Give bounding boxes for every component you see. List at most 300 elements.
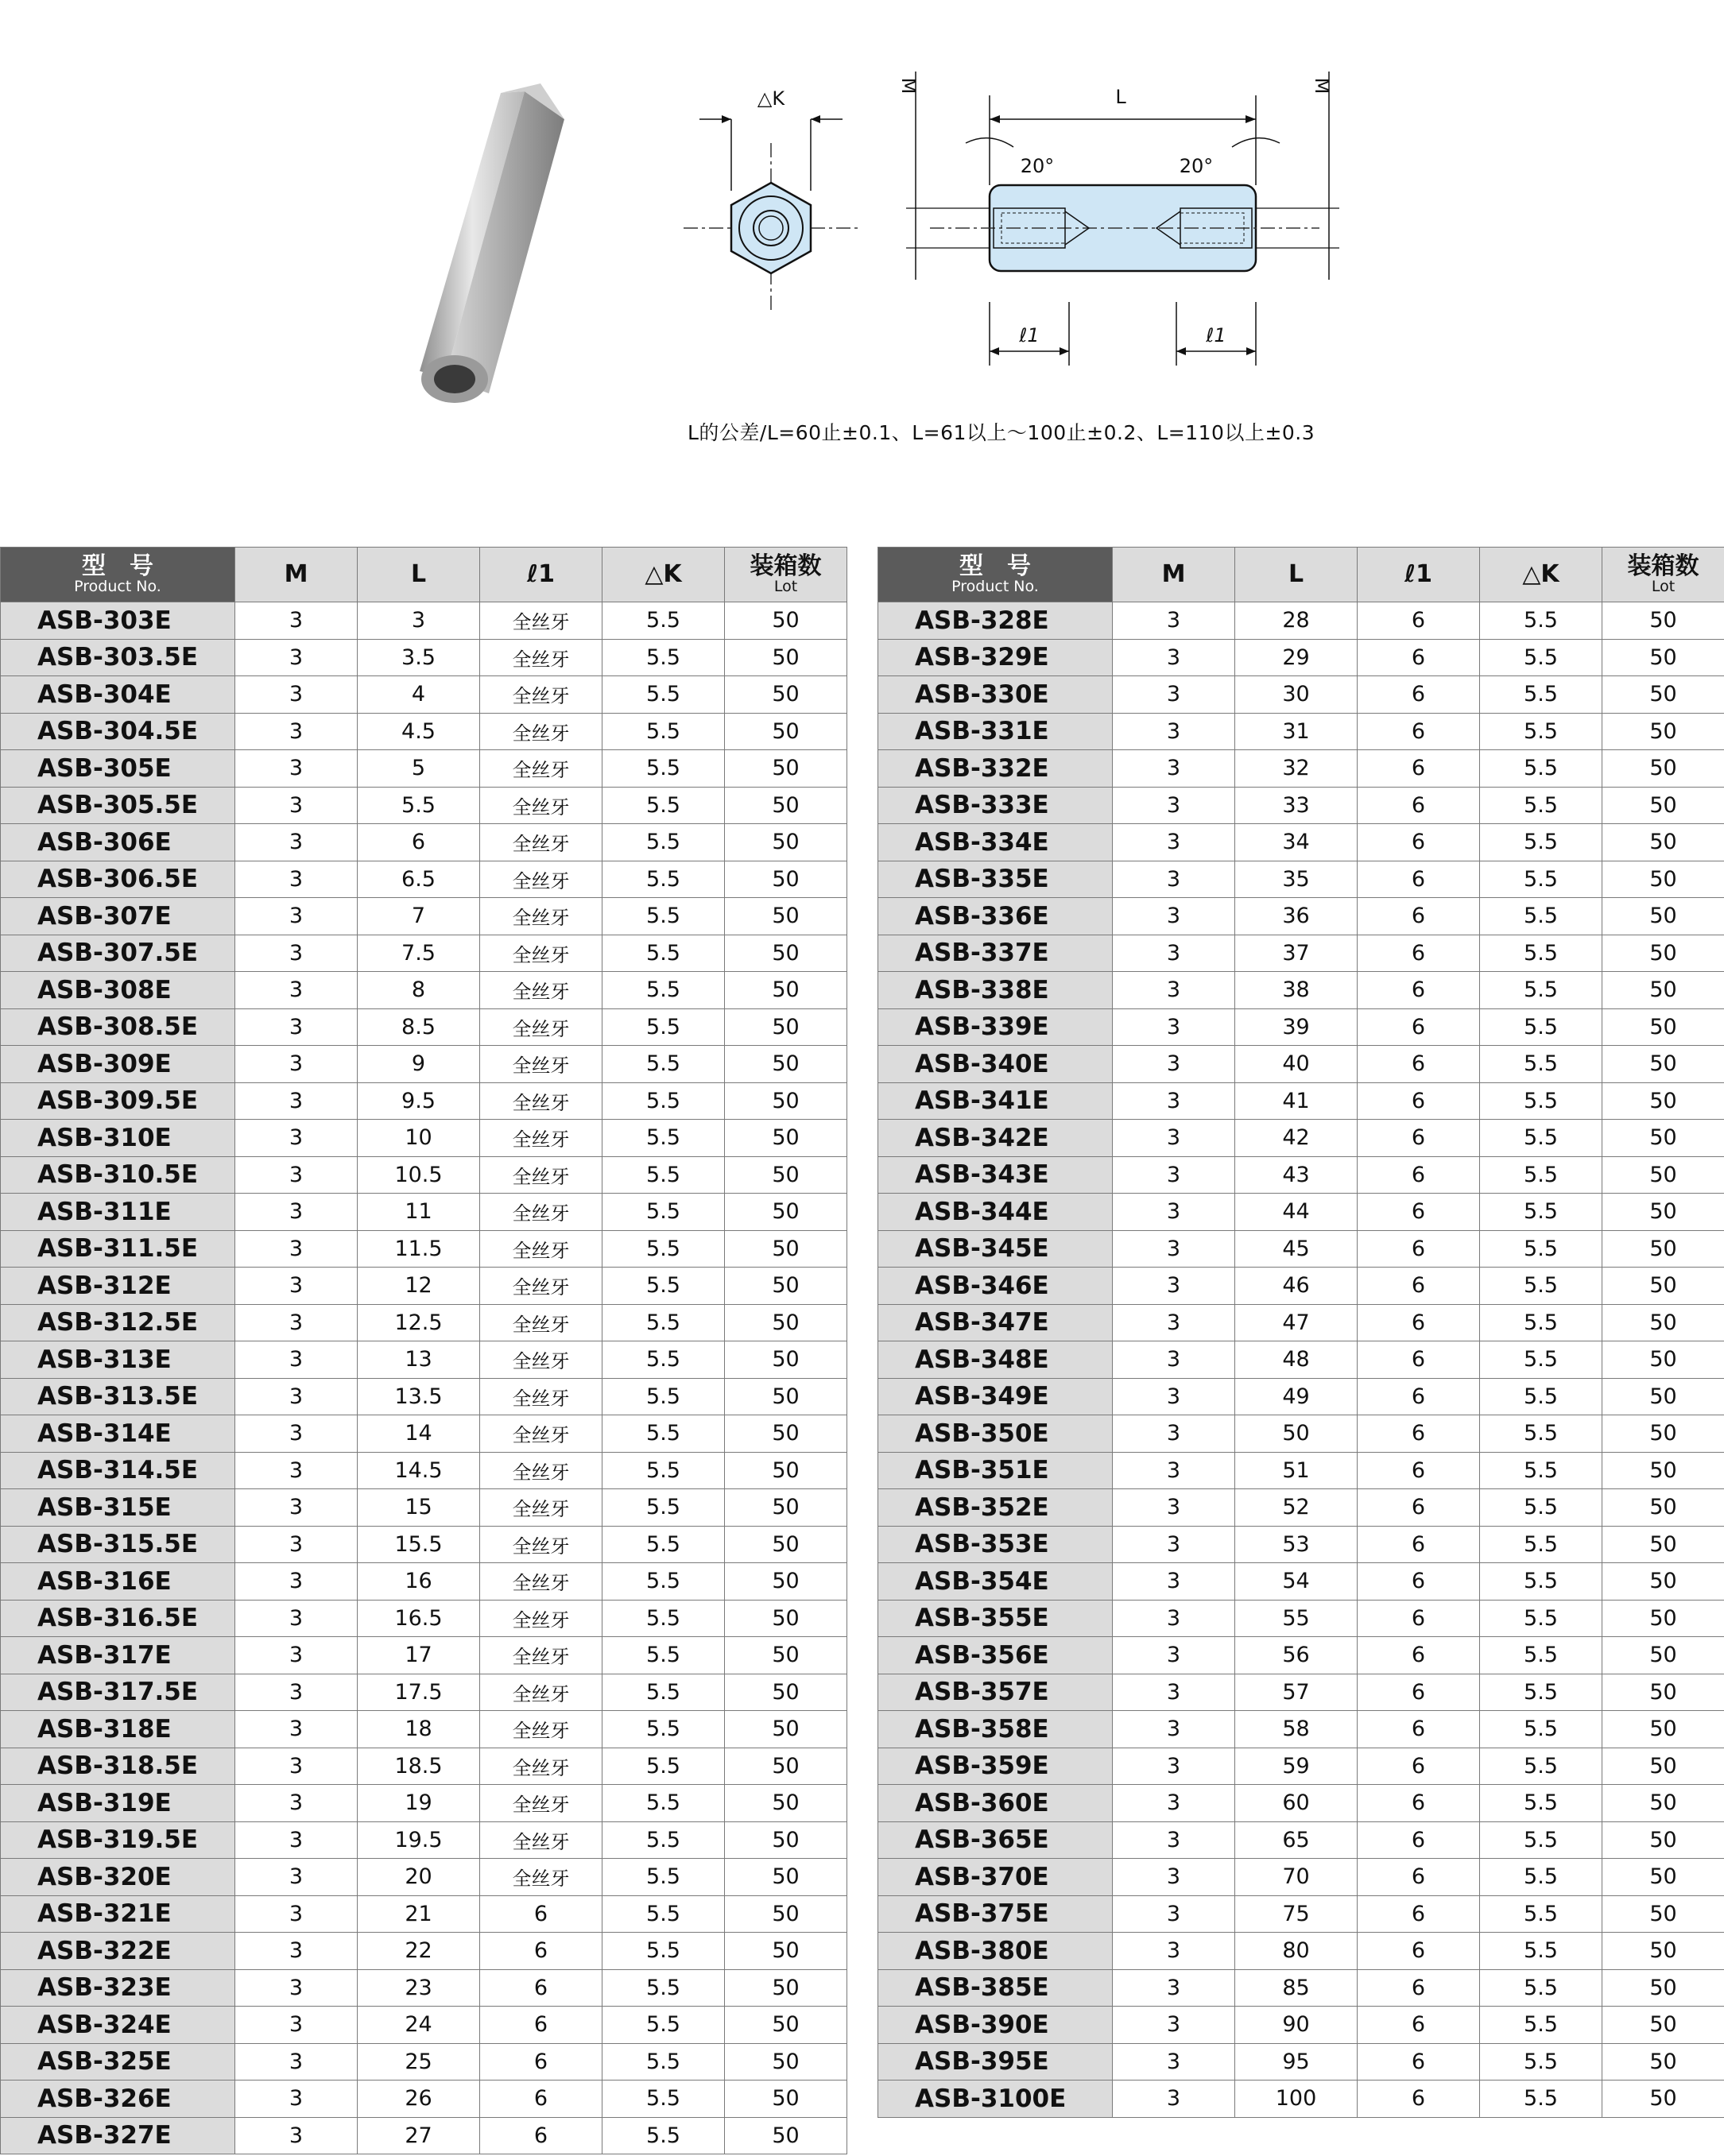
table-row (878, 2043, 1724, 2081)
l1-cell: 全丝牙 (480, 1859, 602, 1896)
table-row (1, 1082, 847, 1120)
product-no-cell: ASB-343E (878, 1156, 1113, 1194)
table-row (1, 1563, 847, 1601)
product-no-cell: ASB-355E (878, 1600, 1113, 1637)
header-m: M (1113, 548, 1235, 602)
l1-cell: 6 (1358, 1859, 1480, 1896)
k-cell: 5.5 (602, 750, 725, 788)
k-cell: 5.5 (602, 2081, 725, 2118)
l-cell: 6 (358, 824, 480, 861)
l-cell: 65 (1235, 1821, 1358, 1859)
product-no-cell: ASB-356E (878, 1637, 1113, 1674)
k-cell: 5.5 (1480, 1489, 1602, 1527)
m-cell: 3 (1113, 1156, 1235, 1194)
m-cell: 3 (235, 713, 358, 750)
k-cell: 5.5 (1480, 1969, 1602, 2007)
m-cell: 3 (235, 1304, 358, 1341)
m-cell: 3 (1113, 1415, 1235, 1453)
m-cell: 3 (1113, 1452, 1235, 1489)
l1-cell: 6 (1358, 1452, 1480, 1489)
l-cell: 11 (358, 1194, 480, 1231)
lot-cell: 50 (1602, 861, 1724, 898)
lot-cell: 50 (1602, 824, 1724, 861)
m-cell: 3 (235, 1748, 358, 1785)
product-no-cell: ASB-318.5E (1, 1748, 235, 1785)
table-row (1, 2007, 847, 2044)
l-cell: 30 (1235, 676, 1358, 714)
dim-k-label: △K (757, 87, 785, 110)
table-row (878, 1378, 1724, 1415)
k-cell: 5.5 (1480, 1194, 1602, 1231)
m-cell: 3 (1113, 1046, 1235, 1083)
m-cell: 3 (235, 2081, 358, 2118)
k-cell: 5.5 (602, 1748, 725, 1785)
k-cell: 5.5 (1480, 1008, 1602, 1046)
table-row (1, 1748, 847, 1785)
lot-cell: 50 (725, 1341, 847, 1379)
m-cell: 3 (1113, 1674, 1235, 1711)
lot-cell: 50 (1602, 1895, 1724, 1933)
lot-cell: 50 (1602, 639, 1724, 676)
l1-cell: 全丝牙 (480, 1008, 602, 1046)
l-cell: 15.5 (358, 1526, 480, 1563)
l1-cell: 6 (480, 2007, 602, 2044)
m-cell: 3 (1113, 1969, 1235, 2007)
angle-right-label: 20° (1179, 155, 1214, 177)
m-cell: 3 (235, 1489, 358, 1527)
product-no-cell: ASB-360E (878, 1785, 1113, 1822)
k-cell: 5.5 (602, 1785, 725, 1822)
l1-cell: 6 (1358, 1378, 1480, 1415)
l1-cell: 6 (1358, 2007, 1480, 2044)
table-row (1, 1821, 847, 1859)
lot-cell: 50 (1602, 602, 1724, 640)
m-cell: 3 (235, 861, 358, 898)
table-row (878, 1082, 1724, 1120)
l1-cell: 全丝牙 (480, 898, 602, 935)
lot-cell: 50 (725, 787, 847, 824)
l1-cell: 6 (480, 2117, 602, 2154)
m-cell: 3 (235, 1969, 358, 2007)
k-cell: 5.5 (602, 1563, 725, 1601)
m-cell: 3 (235, 1415, 358, 1453)
product-no-cell: ASB-307E (1, 898, 235, 935)
m-cell: 3 (235, 1821, 358, 1859)
k-cell: 5.5 (602, 1489, 725, 1527)
l-cell: 9.5 (358, 1082, 480, 1120)
product-no-cell: ASB-327E (1, 2117, 235, 2154)
table-row (1, 1895, 847, 1933)
l1-cell: 6 (1358, 1933, 1480, 1970)
l-cell: 15 (358, 1489, 480, 1527)
lot-cell: 50 (1602, 1489, 1724, 1527)
table-row (1, 1785, 847, 1822)
l-cell: 5 (358, 750, 480, 788)
table-row (1, 676, 847, 714)
k-cell: 5.5 (1480, 676, 1602, 714)
lot-cell: 50 (1602, 1637, 1724, 1674)
l-cell: 32 (1235, 750, 1358, 788)
l-cell: 35 (1235, 861, 1358, 898)
lot-cell: 50 (725, 1859, 847, 1896)
m-cell: 3 (235, 1711, 358, 1748)
l1-cell: 全丝牙 (480, 1230, 602, 1268)
l1-cell: 6 (1358, 1489, 1480, 1527)
l1-cell: 6 (1358, 1821, 1480, 1859)
k-cell: 5.5 (602, 2117, 725, 2154)
l1-cell: 全丝牙 (480, 1711, 602, 1748)
l1-cell: 全丝牙 (480, 713, 602, 750)
k-cell: 5.5 (602, 1341, 725, 1379)
angle-left-label: 20° (1020, 155, 1055, 177)
lot-cell: 50 (725, 1748, 847, 1785)
table-row (1, 1046, 847, 1083)
l1-cell: 全丝牙 (480, 676, 602, 714)
table-row (878, 1711, 1724, 1748)
m-cell: 3 (235, 1268, 358, 1305)
k-cell: 5.5 (1480, 1748, 1602, 1785)
k-cell: 5.5 (1480, 1821, 1602, 1859)
l1-cell: 6 (1358, 1046, 1480, 1083)
l1-cell: 全丝牙 (480, 602, 602, 640)
k-cell: 5.5 (1480, 1859, 1602, 1896)
l-cell: 47 (1235, 1304, 1358, 1341)
k-cell: 5.5 (1480, 1674, 1602, 1711)
product-no-cell: ASB-358E (878, 1711, 1113, 1748)
table-row (1, 824, 847, 861)
table-row (878, 1008, 1724, 1046)
lot-cell: 50 (1602, 787, 1724, 824)
lot-cell: 50 (725, 1563, 847, 1601)
lot-cell: 50 (1602, 2007, 1724, 2044)
lot-cell: 50 (1602, 713, 1724, 750)
lot-cell: 50 (725, 639, 847, 676)
k-cell: 5.5 (602, 1194, 725, 1231)
l-cell: 3 (358, 602, 480, 640)
lot-cell: 50 (1602, 1452, 1724, 1489)
l-cell: 28 (1235, 602, 1358, 640)
m-cell: 3 (1113, 2007, 1235, 2044)
dim-l1-right-label: ℓ1 (1206, 324, 1226, 346)
table-row (1, 1415, 847, 1453)
l1-cell: 6 (1358, 861, 1480, 898)
k-cell: 5.5 (1480, 1452, 1602, 1489)
m-cell: 3 (1113, 1120, 1235, 1157)
l-cell: 14 (358, 1415, 480, 1453)
product-no-cell: ASB-337E (878, 935, 1113, 972)
lot-cell: 50 (725, 1268, 847, 1305)
k-cell: 5.5 (602, 1378, 725, 1415)
table-row (878, 1563, 1724, 1601)
l-cell: 17.5 (358, 1674, 480, 1711)
k-cell: 5.5 (1480, 639, 1602, 676)
dim-m-left-label: M (897, 77, 920, 95)
product-no-cell: ASB-349E (878, 1378, 1113, 1415)
m-cell: 3 (235, 1194, 358, 1231)
lot-cell: 50 (1602, 1933, 1724, 1970)
product-no-cell: ASB-304.5E (1, 713, 235, 750)
table-row (878, 639, 1724, 676)
l-cell: 18.5 (358, 1748, 480, 1785)
m-cell: 3 (235, 972, 358, 1009)
k-cell: 5.5 (602, 2043, 725, 2081)
k-cell: 5.5 (602, 1268, 725, 1305)
k-cell: 5.5 (1480, 713, 1602, 750)
l1-cell: 全丝牙 (480, 1341, 602, 1379)
k-cell: 5.5 (1480, 602, 1602, 640)
k-cell: 5.5 (602, 1046, 725, 1083)
lot-cell: 50 (725, 1230, 847, 1268)
table-row (1, 1230, 847, 1268)
product-no-cell: ASB-315.5E (1, 1526, 235, 1563)
l-cell: 42 (1235, 1120, 1358, 1157)
table-row (1, 898, 847, 935)
spec-table-right (877, 547, 1724, 2118)
table-row (1, 2043, 847, 2081)
m-cell: 3 (1113, 713, 1235, 750)
k-cell: 5.5 (602, 1637, 725, 1674)
k-cell: 5.5 (1480, 1378, 1602, 1415)
l1-cell: 全丝牙 (480, 1821, 602, 1859)
l-cell: 8 (358, 972, 480, 1009)
m-cell: 3 (1113, 750, 1235, 788)
product-no-cell: ASB-309.5E (1, 1082, 235, 1120)
m-cell: 3 (1113, 972, 1235, 1009)
table-row (1, 1526, 847, 1563)
k-cell: 5.5 (602, 861, 725, 898)
table-row (878, 1415, 1724, 1453)
lot-cell: 50 (1602, 1526, 1724, 1563)
m-cell: 3 (235, 1230, 358, 1268)
m-cell: 3 (235, 1600, 358, 1637)
product-no-cell: ASB-325E (1, 2043, 235, 2081)
lot-cell: 50 (725, 1008, 847, 1046)
spec-table-left (0, 547, 847, 2154)
table-row (878, 1268, 1724, 1305)
m-cell: 3 (1113, 1895, 1235, 1933)
m-cell: 3 (235, 602, 358, 640)
l1-cell: 全丝牙 (480, 639, 602, 676)
table-header-row (1, 548, 847, 602)
product-no-cell: ASB-331E (878, 713, 1113, 750)
product-no-cell: ASB-309E (1, 1046, 235, 1083)
table-row (878, 1230, 1724, 1268)
lot-cell: 50 (1602, 1378, 1724, 1415)
l-cell: 40 (1235, 1046, 1358, 1083)
table-row (878, 1194, 1724, 1231)
m-cell: 3 (1113, 1600, 1235, 1637)
dim-l1-left-label: ℓ1 (1019, 324, 1040, 346)
l-cell: 19.5 (358, 1821, 480, 1859)
lot-cell: 50 (1602, 1415, 1724, 1453)
k-cell: 5.5 (1480, 1304, 1602, 1341)
m-cell: 3 (235, 1895, 358, 1933)
tolerance-note: L的公差/L=60止±0.1、L=61以上～100止±0.2、L=110以上±0.3 (688, 421, 1315, 444)
header-l1: ℓ1 (1358, 548, 1480, 602)
l1-cell: 6 (1358, 972, 1480, 1009)
table-row (878, 1304, 1724, 1341)
product-no-cell: ASB-324E (1, 2007, 235, 2044)
l-cell: 90 (1235, 2007, 1358, 2044)
product-no-cell: ASB-347E (878, 1304, 1113, 1341)
product-no-cell: ASB-351E (878, 1452, 1113, 1489)
m-cell: 3 (235, 750, 358, 788)
lot-cell: 50 (1602, 935, 1724, 972)
k-cell: 5.5 (602, 1600, 725, 1637)
lot-cell: 50 (1602, 1600, 1724, 1637)
table-row (878, 1895, 1724, 1933)
m-cell: 3 (1113, 1563, 1235, 1601)
l1-cell: 6 (1358, 676, 1480, 714)
l1-cell: 6 (1358, 1304, 1480, 1341)
table-row (878, 1341, 1724, 1379)
l-cell: 12.5 (358, 1304, 480, 1341)
m-cell: 3 (235, 1526, 358, 1563)
product-no-cell: ASB-305.5E (1, 787, 235, 824)
m-cell: 3 (1113, 1785, 1235, 1822)
table-row (1, 861, 847, 898)
table-row (1, 1341, 847, 1379)
l1-cell: 全丝牙 (480, 1415, 602, 1453)
table-row (1, 1452, 847, 1489)
l-cell: 27 (358, 2117, 480, 2154)
header-l: L (358, 548, 480, 602)
lot-cell: 50 (1602, 1156, 1724, 1194)
l1-cell: 6 (1358, 1194, 1480, 1231)
l1-cell: 6 (1358, 1415, 1480, 1453)
l1-cell: 全丝牙 (480, 1378, 602, 1415)
table-row (1, 639, 847, 676)
k-cell: 5.5 (602, 935, 725, 972)
table-row (1, 1156, 847, 1194)
table-row (878, 1859, 1724, 1896)
product-no-cell: ASB-342E (878, 1120, 1113, 1157)
lot-cell: 50 (1602, 1821, 1724, 1859)
m-cell: 3 (1113, 2081, 1235, 2118)
table-row (1, 1120, 847, 1157)
table-row (1, 750, 847, 788)
k-cell: 5.5 (602, 639, 725, 676)
k-cell: 5.5 (602, 1415, 725, 1453)
lot-cell: 50 (725, 602, 847, 640)
product-no-cell: ASB-314E (1, 1415, 235, 1453)
k-cell: 5.5 (1480, 1933, 1602, 1970)
header-m: M (235, 548, 358, 602)
l1-cell: 全丝牙 (480, 1304, 602, 1341)
m-cell: 3 (1113, 1194, 1235, 1231)
l1-cell: 6 (1358, 1526, 1480, 1563)
l-cell: 19 (358, 1785, 480, 1822)
table-row (1, 602, 847, 640)
l1-cell: 6 (1358, 1120, 1480, 1157)
lot-cell: 50 (1602, 972, 1724, 1009)
l-cell: 12 (358, 1268, 480, 1305)
product-no-cell: ASB-335E (878, 861, 1113, 898)
m-cell: 3 (235, 1933, 358, 1970)
m-cell: 3 (1113, 2043, 1235, 2081)
l1-cell: 6 (1358, 1008, 1480, 1046)
product-no-cell: ASB-305E (1, 750, 235, 788)
k-cell: 5.5 (1480, 2081, 1602, 2118)
product-no-cell: ASB-344E (878, 1194, 1113, 1231)
l-cell: 37 (1235, 935, 1358, 972)
product-no-cell: ASB-326E (1, 2081, 235, 2118)
table-row (1, 1378, 847, 1415)
lot-cell: 50 (1602, 1194, 1724, 1231)
m-cell: 3 (235, 2117, 358, 2154)
l1-cell: 全丝牙 (480, 1156, 602, 1194)
lot-cell: 50 (725, 1526, 847, 1563)
l-cell: 45 (1235, 1230, 1358, 1268)
l-cell: 3.5 (358, 639, 480, 676)
l1-cell: 6 (1358, 2081, 1480, 2118)
l1-cell: 6 (1358, 1268, 1480, 1305)
product-no-cell: ASB-354E (878, 1563, 1113, 1601)
lot-cell: 50 (725, 1895, 847, 1933)
table-row (878, 1821, 1724, 1859)
product-no-cell: ASB-303E (1, 602, 235, 640)
header-lot: 装箱数 Lot (1602, 548, 1724, 602)
product-no-cell: ASB-320E (1, 1859, 235, 1896)
k-cell: 5.5 (1480, 1526, 1602, 1563)
product-no-cell: ASB-395E (878, 2043, 1113, 2081)
l-cell: 8.5 (358, 1008, 480, 1046)
m-cell: 3 (235, 1859, 358, 1896)
m-cell: 3 (235, 787, 358, 824)
table-row (878, 1452, 1724, 1489)
m-cell: 3 (235, 1378, 358, 1415)
k-cell: 5.5 (1480, 1230, 1602, 1268)
product-no-cell: ASB-352E (878, 1489, 1113, 1527)
table-row (878, 1046, 1724, 1083)
m-cell: 3 (1113, 1821, 1235, 1859)
lot-cell: 50 (725, 2043, 847, 2081)
l1-cell: 6 (1358, 787, 1480, 824)
technical-drawing (676, 72, 1351, 389)
table-header-row (878, 548, 1724, 602)
header-product-no: 型 号 Product No. (878, 548, 1113, 602)
l1-cell: 6 (1358, 824, 1480, 861)
l-cell: 18 (358, 1711, 480, 1748)
product-no-cell: ASB-336E (878, 898, 1113, 935)
l1-cell: 全丝牙 (480, 1489, 602, 1527)
table-row (878, 1156, 1724, 1194)
table-row (1, 1008, 847, 1046)
l1-cell: 全丝牙 (480, 935, 602, 972)
l1-cell: 全丝牙 (480, 1785, 602, 1822)
product-no-cell: ASB-357E (878, 1674, 1113, 1711)
k-cell: 5.5 (1480, 1120, 1602, 1157)
k-cell: 5.5 (1480, 2007, 1602, 2044)
l1-cell: 6 (1358, 1674, 1480, 1711)
m-cell: 3 (1113, 935, 1235, 972)
product-no-cell: ASB-316.5E (1, 1600, 235, 1637)
l-cell: 31 (1235, 713, 1358, 750)
product-no-cell: ASB-310E (1, 1120, 235, 1157)
l-cell: 7 (358, 898, 480, 935)
l1-cell: 全丝牙 (480, 824, 602, 861)
l1-cell: 6 (1358, 1156, 1480, 1194)
k-cell: 5.5 (602, 972, 725, 1009)
k-cell: 5.5 (1480, 898, 1602, 935)
table-row (1, 935, 847, 972)
k-cell: 5.5 (602, 1230, 725, 1268)
table-row (1, 1859, 847, 1896)
end-view (684, 87, 858, 310)
k-cell: 5.5 (1480, 2043, 1602, 2081)
lot-cell: 50 (1602, 1785, 1724, 1822)
product-no-cell: ASB-317E (1, 1637, 235, 1674)
